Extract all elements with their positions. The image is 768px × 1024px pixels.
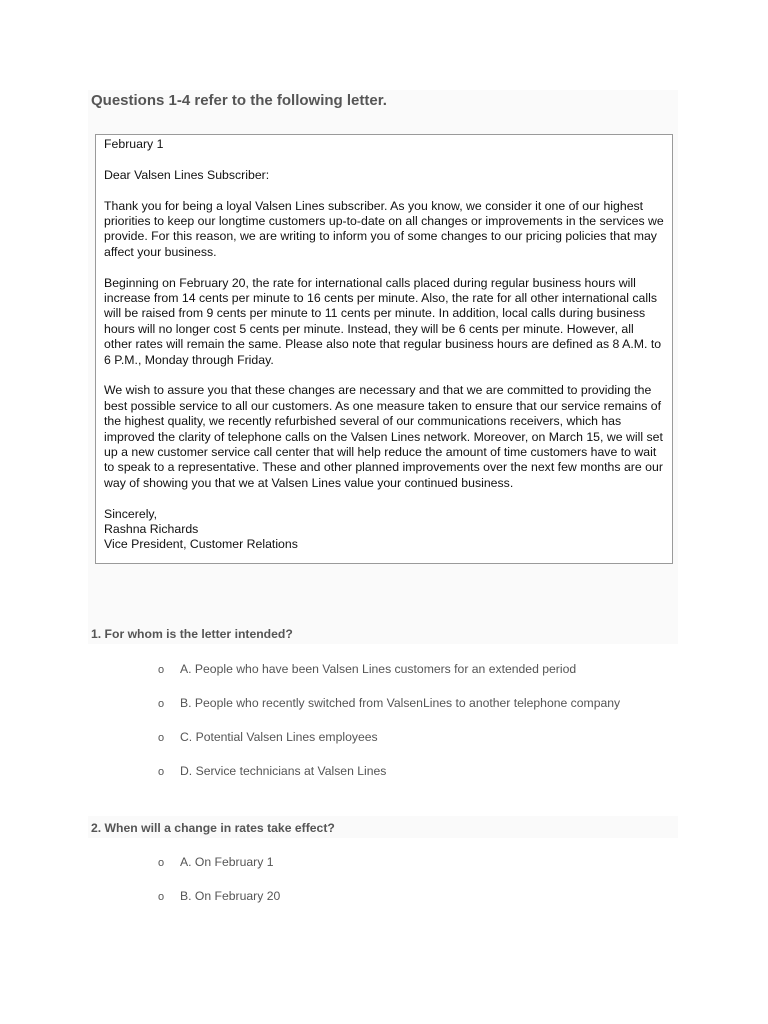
option-label: D. Service technicians at Valsen Lines xyxy=(180,764,387,778)
bullet-icon: o xyxy=(158,732,165,744)
bullet-icon: o xyxy=(158,664,165,676)
option-label: B. On February 20 xyxy=(180,889,281,903)
option-label: B. People who recently switched from ValsenLines to another telephone company xyxy=(180,696,621,710)
question-1-option-d[interactable] xyxy=(158,764,386,778)
option-label: A. People who have been Valsen Lines customers for an extended period xyxy=(180,662,577,676)
question-1-text: 1. For whom is the letter intended? xyxy=(91,627,293,641)
letter-paragraph-3: We wish to assure you that these changes are necessary and that we are committed to providing the best possible service to all our customers. As one measure taken to ensure that our service remains of the highest quality, we recently refurbished several of our communications receivers, which has improved the clarity of telephone calls on the Valsen Lines network. Moreover, on March 15, we will set up a new customer service call center that will help reduce the amount of time customers have to wait to speak to a representative. These and other planned improvements over the next few months are our way of showing you that we at Valsen Lines value your continued business. xyxy=(104,383,663,490)
letter-salutation: Dear Valsen Lines Subscriber: xyxy=(104,167,270,182)
question-1-option-c[interactable] xyxy=(158,730,378,744)
question-2-option-a[interactable] xyxy=(158,855,273,869)
letter-signer-title: Vice President, Customer Relations xyxy=(104,537,298,552)
letter-date: February 1 xyxy=(104,137,164,151)
bullet-icon: o xyxy=(158,857,165,869)
question-1-option-a[interactable] xyxy=(158,662,576,676)
option-label: C. Potential Valsen Lines employees xyxy=(180,730,378,744)
letter-signer-name: Rashna Richards xyxy=(104,522,199,537)
option-label: A. On February 1 xyxy=(180,855,274,869)
letter-paragraph-1: Thank you for being a loyal Valsen Lines subscriber. As you know, we consider it one of our highest priorities to keep our longtime customers up-to-date on all changes or improvements in the services we provide. For this reason, we are writing to inform you of some changes to our pricing policies that may affect your business. xyxy=(104,198,664,259)
letter-box xyxy=(95,134,673,564)
question-2-option-b[interactable] xyxy=(158,889,280,903)
letter-closing: Sincerely, xyxy=(104,506,158,521)
bullet-icon: o xyxy=(158,698,165,710)
letter-paragraph-2: Beginning on February 20, the rate for international calls placed during regular business hours will increase from 14 cents per minute to 16 cents per minute. Also, the rate for all other international calls will be raised from 9 cents per minute to 11 cents per minute. In addition, local calls during business hours will no longer cost 5 cents per minute. Instead, they will be 6 cents per minute. However, all other rates will remain the same. Please also note that regular business hours are defined as 8 A.M. to 6 P.M., Monday through Friday. xyxy=(104,275,662,367)
bullet-icon: o xyxy=(158,766,165,778)
passage-heading: Questions 1-4 refer to the following letter. xyxy=(91,92,387,109)
question-1-option-b[interactable] xyxy=(158,696,620,710)
bullet-icon: o xyxy=(158,891,165,903)
question-2-text: 2. When will a change in rates take effect? xyxy=(91,821,335,835)
